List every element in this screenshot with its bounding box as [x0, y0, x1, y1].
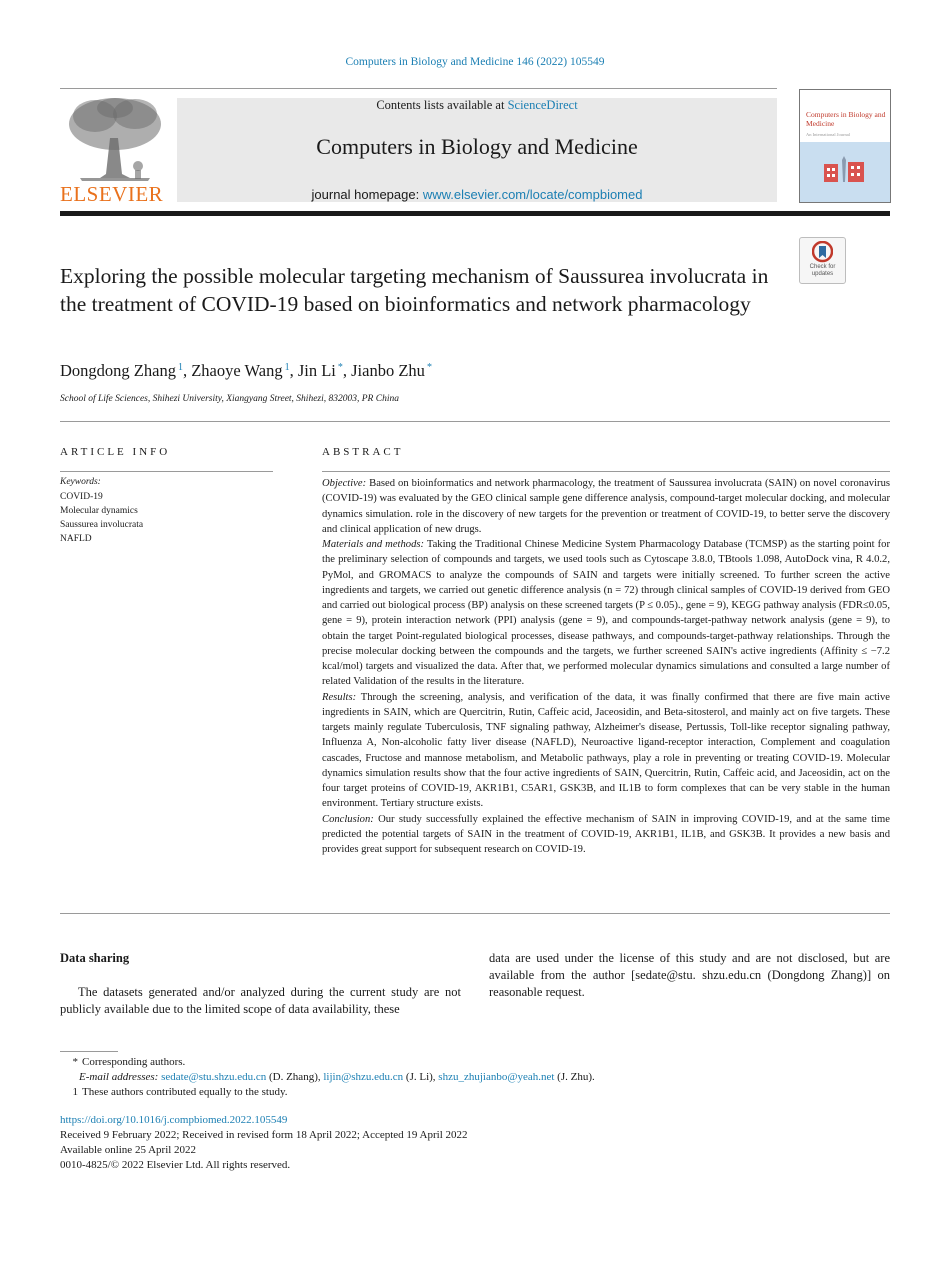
keyword: NAFLD	[60, 534, 92, 544]
contents-line	[177, 98, 777, 113]
journal-homepage-link[interactable]: www.elsevier.com/locate/compbiomed	[422, 187, 643, 202]
affiliation: School of Life Sciences, Shihezi University, Xiangyang Street, Shihezi, 832003, PR China	[60, 394, 399, 404]
doi-link[interactable]: https://doi.org/10.1016/j.compbiomed.2022.105549	[60, 1114, 288, 1126]
author-name: Zhaoye Wang	[191, 361, 283, 380]
email-owner: (D. Zhang),	[266, 1071, 324, 1083]
publisher-name: ELSEVIER	[60, 182, 164, 206]
email-footnote	[60, 1070, 595, 1085]
abstract-text: Taking the Traditional Chinese Medicine System Pharmacology Database (TCMSP) as the starting point for the preliminary selection of compounds and targets, we used tools such as Cytoscape 3.8.0, TBtools 1.098, AutoDock vina, R 4.0.2, PyMol, and GROMACS to analyze the compounds of SAIN and targets were initially screened. To further screen the active ingredients and targets, we carried out genetic difference analysis (n = 72) through clinical samples of COVID-19 derived from GEO and carried out biological process (BP) analysis on these screened targets (P ≤ 0.05)., gene = 9), KEGG pathway analysis (FDR≤0.05, gene = 9), protein interaction network (PPI) analysis (gene = 9), and compounds-target-pathway network analysis (gene = 9), to obtain the target Point-regulated biological processes, disease pathways, and compounds-target-pathway relationships. Through the precise molecular docking between the compounds and the targets, we further screened SAIN's active ingredients (Affinity ≤ −7.2 kcal/mol) targets and visualized the data. After that, we performed molecular dynamics simulations and consulted a large number of related Validation of the results in the literature.	[322, 539, 890, 688]
header-thick-rule	[60, 211, 890, 216]
abstract-objective	[322, 476, 890, 537]
abstract-methods	[322, 537, 890, 690]
keyword: COVID-19	[60, 492, 103, 502]
keyword: Molecular dynamics	[60, 506, 138, 516]
abstract-label: Conclusion:	[322, 813, 374, 825]
email-link[interactable]: lijin@shzu.edu.cn	[323, 1071, 404, 1083]
author-name: Dongdong Zhang	[60, 361, 176, 380]
homepage-line	[177, 187, 777, 202]
keyword-list	[60, 490, 143, 546]
abstract-rule	[322, 471, 890, 472]
section-divider	[60, 913, 890, 914]
data-sharing-text-col1: The datasets generated and/or analyzed during the current study are not publicly available due to the limited scope of data availability, these	[60, 985, 461, 1016]
copyright: 0010-4825/© 2022 Elsevier Ltd. All rights reserved.	[60, 1159, 291, 1171]
footnote-mark: 1	[72, 1086, 78, 1098]
author-mark[interactable]: 1	[177, 361, 183, 373]
corresponding-footnote	[60, 1055, 595, 1070]
author-mark[interactable]: *	[337, 361, 343, 373]
author-mark[interactable]: *	[426, 361, 432, 373]
abstract-text: Our study successfully explained the effective mechanism of SAIN in improving COVID-19, and at the same time predicted the potential targets of SAIN in the treatment of COVID-19, AKR1B1, IL1B, and GSK3B. It provides a new basis and provides great support for subsequent research on COVID-19.	[322, 813, 890, 855]
homepage-prefix: journal homepage:	[311, 187, 423, 202]
author-mark[interactable]: 1	[284, 361, 290, 373]
author-separator: ,	[342, 361, 352, 380]
email-owner: (J. Li),	[403, 1071, 439, 1083]
footnotes	[60, 1055, 595, 1100]
section-divider	[60, 421, 890, 422]
abstract-results	[322, 690, 890, 812]
available-online: Available online 25 April 2022	[60, 1144, 197, 1156]
abstract-text: Based on bioinformatics and network pharmacology, the treatment of Saussurea involucrata (SAIN) on novel coronavirus (COVID-19) was evaluated by the GEO clinical sample gene difference analysis, compound-target molecular docking, and molecular dynamics simulation. role in the discovery of new targets for the prevention or treatment of COVID-19, to better serve the discovery and clinical application of new drugs.	[322, 478, 890, 535]
abstract-text: Through the screening, analysis, and verification of the data, it was finally confirmed that there are five main active ingredients in SAIN, which are Quercitrin, Rutin, Caffeic acid, Jaceosidin, and Beta-sitosterol, and mainly act on five targets. These targets mainly regulate Tuberculosis, TNF signaling pathway, Alzheimer's disease, Pertussis, Toll-like receptor signaling pathway, Influenza A, Non-alcoholic fatty liver disease (NAFLD), Neuroactive ligand-receptor interaction, Complement and coagulation cascades, Fructose and mannose metabolism, and Metabolic pathways, play a role in preventing or treating COVID-19. Molecular dynamics simulation results show that the four active ingredients of SAIN, Quercitrin, Rutin, Caffeic acid, and Jaceosidin, act on the four target proteins of COVID-19, AKR1B1, C5AR1, GSK3B, and IL1B to form complexes that can be very stable in the human environment. Tertiary structure exists.	[322, 691, 890, 810]
footnote-text: These authors contributed equally to the study.	[82, 1086, 288, 1098]
article-info-heading: ARTICLE INFO	[60, 446, 171, 458]
journal-name: Computers in Biology and Medicine	[316, 134, 638, 159]
article-info-rule	[60, 471, 273, 472]
journal-citation[interactable]: Computers in Biology and Medicine 146 (2022) 105549	[345, 56, 605, 68]
cover-subtitle: An International Journal	[806, 132, 850, 137]
footnote-rule	[60, 1051, 118, 1052]
check-for-updates-badge[interactable]	[799, 237, 846, 284]
footnote-text: Corresponding authors.	[82, 1056, 186, 1068]
journal-cover[interactable]	[799, 89, 891, 203]
abstract-heading: ABSTRACT	[322, 446, 404, 458]
email-label: E-mail addresses:	[79, 1071, 159, 1083]
footnote-mark: *	[72, 1056, 78, 1068]
check-for-updates-label: Check for updates	[809, 264, 836, 277]
abstract-conclusion	[322, 812, 890, 858]
equal-contribution-footnote	[60, 1085, 595, 1100]
author-name: Jin Li	[297, 361, 336, 380]
email-link[interactable]: sedate@stu.shzu.edu.cn	[161, 1071, 267, 1083]
email-link[interactable]: shzu_zhujianbo@yeah.net	[438, 1071, 555, 1083]
author-separator: ,	[182, 361, 192, 380]
author-list	[60, 361, 432, 381]
sciencedirect-link[interactable]: ScienceDirect	[507, 98, 578, 112]
data-sharing-heading: Data sharing	[60, 951, 130, 965]
abstract-label: Objective:	[322, 478, 367, 489]
author-name: Jianbo Zhu	[351, 361, 425, 380]
publication-info	[60, 1113, 468, 1173]
bookmark-icon	[812, 241, 833, 263]
article-title: Exploring the possible molecular targeting mechanism of Saussurea involucrata in the treatment of COVID-19 based on bioinformatics and network pharmacology	[60, 264, 769, 316]
cover-graphic	[820, 156, 870, 186]
email-owner: (J. Zhu).	[554, 1071, 595, 1083]
data-sharing-text-col2: data are used under the license of this study and are not disclosed, but are available from the author [sedate@stu. shzu.edu.cn (Dongdong Zhang)] on reasonable request.	[489, 951, 890, 999]
header-divider	[60, 88, 777, 89]
cover-title: Computers in Biology and Medicine	[806, 110, 886, 128]
received-dates: Received 9 February 2022; Received in revised form 18 April 2022; Accepted 19 April 2022	[60, 1129, 468, 1141]
abstract-body	[322, 476, 890, 857]
journal-banner	[177, 98, 777, 202]
abstract-label: Results:	[322, 691, 357, 703]
keyword: Saussurea involucrata	[60, 520, 144, 530]
author-separator: ,	[289, 361, 298, 380]
keywords-label: Keywords:	[60, 477, 101, 487]
abstract-label: Materials and methods:	[322, 539, 425, 550]
contents-prefix: Contents lists available at	[376, 98, 508, 112]
